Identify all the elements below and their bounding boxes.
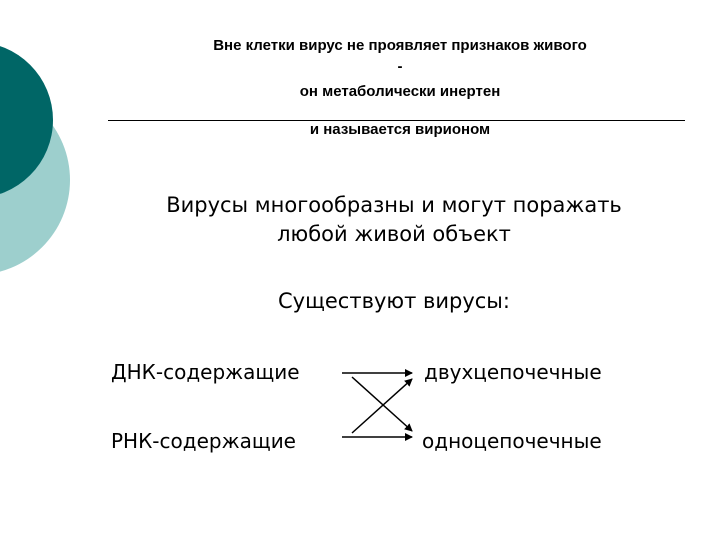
rna-containing-label: РНК-содержащие — [111, 429, 296, 453]
statement-line-2: любой живой объект — [277, 222, 511, 246]
title-line-1: Вне клетки вирус не проявляет признаков живого — [213, 37, 587, 54]
single-stranded-label: одноцепочечные — [422, 429, 602, 453]
double-stranded-label: двухцепочечные — [424, 360, 602, 384]
dna-containing-label: ДНК-содержащие — [111, 360, 300, 384]
classification-arrows — [330, 355, 430, 455]
title-line-2: он метаболически инертен — [299, 83, 501, 100]
arrow-rna-to-double — [352, 379, 412, 433]
arrow-dna-to-single — [352, 377, 412, 431]
title-dash: - — [397, 58, 403, 75]
title-line-3: и называется вирионом — [309, 121, 491, 138]
statement-line-1: Вирусы многообразны и могут поражать — [166, 193, 622, 217]
viruses-exist-label: Существуют вирусы: — [278, 289, 510, 313]
